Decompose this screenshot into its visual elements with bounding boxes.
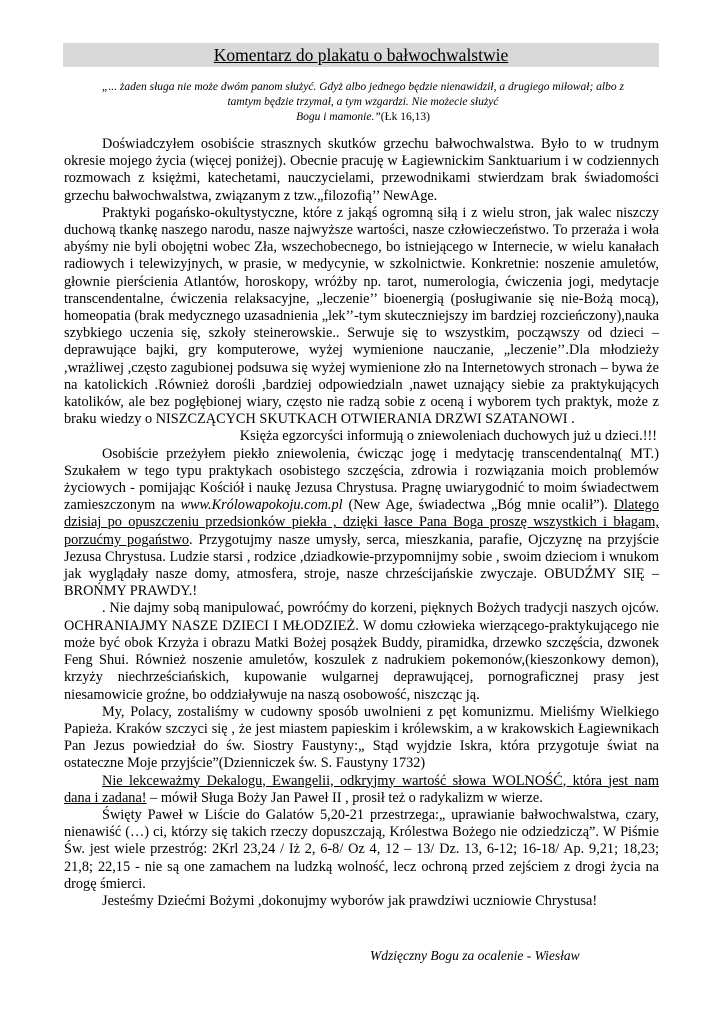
website-link[interactable]: www.Królowapokoju.com.pl [180, 497, 343, 514]
quote-line-3 [78, 110, 648, 125]
paragraph-1: Doświadczyłem osobiście strasznych skutków grzechu bałwochwalstwa. Było to w trudnym okresie mojego życia (więcej poniżej). Obecnie pracuję w Łagiewnickim Sanktuarium i w codziennych rozmowach z księżmi, katechetami, nauczycielami, przewodnikami stwierdzam brak świadomości grzechu bałwochwalstwa, związanym z tzw.„filozofią’’ NewAge. [64, 136, 659, 204]
quote-text-end: Bogu i mamonie.” [296, 111, 381, 123]
title-banner [63, 43, 659, 67]
paragraph-7-text: – mówił Sługa Boży Jan Paweł II , prosił też o radykalizm w wierze. [146, 789, 543, 806]
paragraph-4-underlined: Dlatego dzisiaj po opuszczeniu przedsionków piekła , dzięki łasce Pana Boga proszę wszystkich i błagam, porzućmy pogaństwo [64, 497, 659, 548]
quote-line-1: „... żaden sługa nie może dwóm panom służyć. Gdyż albo jednego będzie nienawidził, a drugiego miłował; albo z [102, 81, 624, 93]
epigraph-quote [78, 80, 648, 125]
paragraph-4 [64, 446, 659, 601]
paragraph-2: Praktyki pogańsko-okultystyczne, które z jakąś ogromną siłą i z wielu stron, jak walec niszczy duchową tkankę naszego narodu, nasze najwyższe wartości, nasze człowieczeństwo. To przeraża i woła abyśmy nie byli obojętni wobec Zła, wszechobecnego, bo istniejącego w Internecie, w wielu kanałach radiowych i telewizyjnych, w prasie, w medycynie, w szkolnictwie. Konkretnie: noszenie amuletów, głownie pierścienia Atlantów, horoskopy, wróżby np. tarot, numerologia, ćwiczenia jogi, medytacje transcendentalne, ćwiczenia relaksacyjne, „leczenie’’ bioenergią (posługiwanie się nie-Bożą mocą), homeopatia (brak medycznego uzasadnienia „lek’’-tym skuteczniejszy im bardziej rozcieńczony),nauka szybkiego uczenia się, szkoły steinerowskie.. Serwuje się to wszystkim, począwszy od dzieci – deprawujące bajki, gry komputerowe, wyżej wymienione nauczanie, „leczenie’’.Dla młodzieży ,wrażliwej ,często zagubionej podsuwa się wyżej wymienione zło na Internetowych stronach – bywa że na katolickich .Również dorośli ,bardziej odpowiedzialn ,nawet uznający siebie za praktykujących katolików, ale bez pogłębionej wiary, często nie radzą sobie z oceną i wyborem tych praktyk, może z braku wiedzy o NISZCZĄCYCH SKUTKACH OTWIERANIA DRZWI SZATANOWI . [64, 204, 659, 428]
quote-reference: (Łk 16,13) [380, 111, 430, 123]
paragraph-3: Księża egzorcyści informują o zniewoleniach duchowych już u dzieci.!!! [239, 428, 657, 445]
paragraph-7 [64, 773, 659, 807]
page-title: Komentarz do plakatu o bałwochwalstwie [213, 45, 509, 65]
paragraph-4-text-c: . Przygotujmy nasze umysły, serca, mieszkania, parafie, Ojczyznę na przyjście Jezusa Chrystusa. Ludzie starsi , rodzice ,dziadkowie-przypomnijmy sobie , swoim dzieciom i wnukom jak wyglądały nasze domy, atmosfera, stroje, nasze chrześcijańskie zwyczaje. OBUDŹMY SIĘ – BROŃMY PRAWDY.! [64, 531, 659, 600]
paragraph-6: My, Polacy, zostaliśmy w cudowny sposób uwolnieni z pęt komunizmu. Mieliśmy Wielkiego Papieża. Kraków szczyci się , że jest miastem papieskim i królewskim, a w krakowskich Łagiewnikach Pan Jezus powiedział do św. Siostry Faustyny:„ Stąd wyjdzie Iskra, która przygotuje świat na ostateczne Moje przyjście”(Dzienniczek św. S. Faustyny 1732) [64, 703, 659, 772]
paragraph-4-text-b: (New Age, świadectwa „Bóg mnie ocalił”). [342, 497, 614, 514]
signature: Wdzięczny Bogu za ocalenie - Wiesław [370, 948, 580, 963]
paragraph-8: Święty Paweł w Liście do Galatów 5,20-21 przestrzega:„ uprawianie bałwochwalstwa, czary, nienawiść (…) ci, którzy się takich rzeczy dopuszczają, Królestwa Bożego nie odziedziczą”. W Piśmie Św. jest wiele przestróg: 2Krl 23,24 / Iż 2, 6-8/ Oz 4, 12 – 13/ Dz. 13, 6-12; 16-18/ Ap. 9,21; 18,23; 21,8; 22,15 - nie są one zamachem na ludzką wolność, lecz ochroną przed zejściem z drogi życia na drogę śmierci. [64, 806, 659, 892]
paragraph-5: . Nie dajmy sobą manipulować, powróćmy do korzeni, pięknych Bożych tradycji naszych ojców. OCHRANIAJMY NASZE DZIECI I MŁODZIEŻ. W domu człowieka wierzącego-praktykującego nie może być obok Krzyża i obrazu Matki Bożej posążek Buddy, piramidka, drzewko szczęścia, dzwonek Feng Shui. Również noszenie amuletów, koszulek z nadrukiem pokemonów,(kieszonkowy demon), krzyży niechrześciańskich, kupowanie wulgarnej deprawującej, pornograficznej prasy jest niesamowicie groźne, bo oddziaływuje na naszą osobowość, niszcząc ją. [64, 600, 659, 703]
paragraph-4-text-a: Osobiście przeżyłem piekło zniewolenia, ćwicząc jogę i medytację transcendentalną( MT.) Szukałem w tego typu praktykach osobistego szczęścia, zdrowia i rozwiązania moich problemów życiowych - pomijając Kościół i naukę Jezusa Chrystusa. Pragnę uwiarygodnić to moim świadectwem zamieszczonym na [64, 445, 659, 514]
article-body [64, 136, 659, 910]
quote-line-2: tamtym będzie trzymał, a tym wzgardzi. Nie możecie służyć [227, 96, 499, 108]
paragraph-7-underlined: Nie lekceważmy Dekalogu, Ewangelii, odkryjmy wartość słowa WOLNOŚĆ, która jest nam dana i zadana! [64, 772, 659, 806]
paragraph-9: Jesteśmy Dziećmi Bożymi ,dokonujmy wyborów jak prawdziwi uczniowie Chrystusa! [102, 892, 598, 909]
